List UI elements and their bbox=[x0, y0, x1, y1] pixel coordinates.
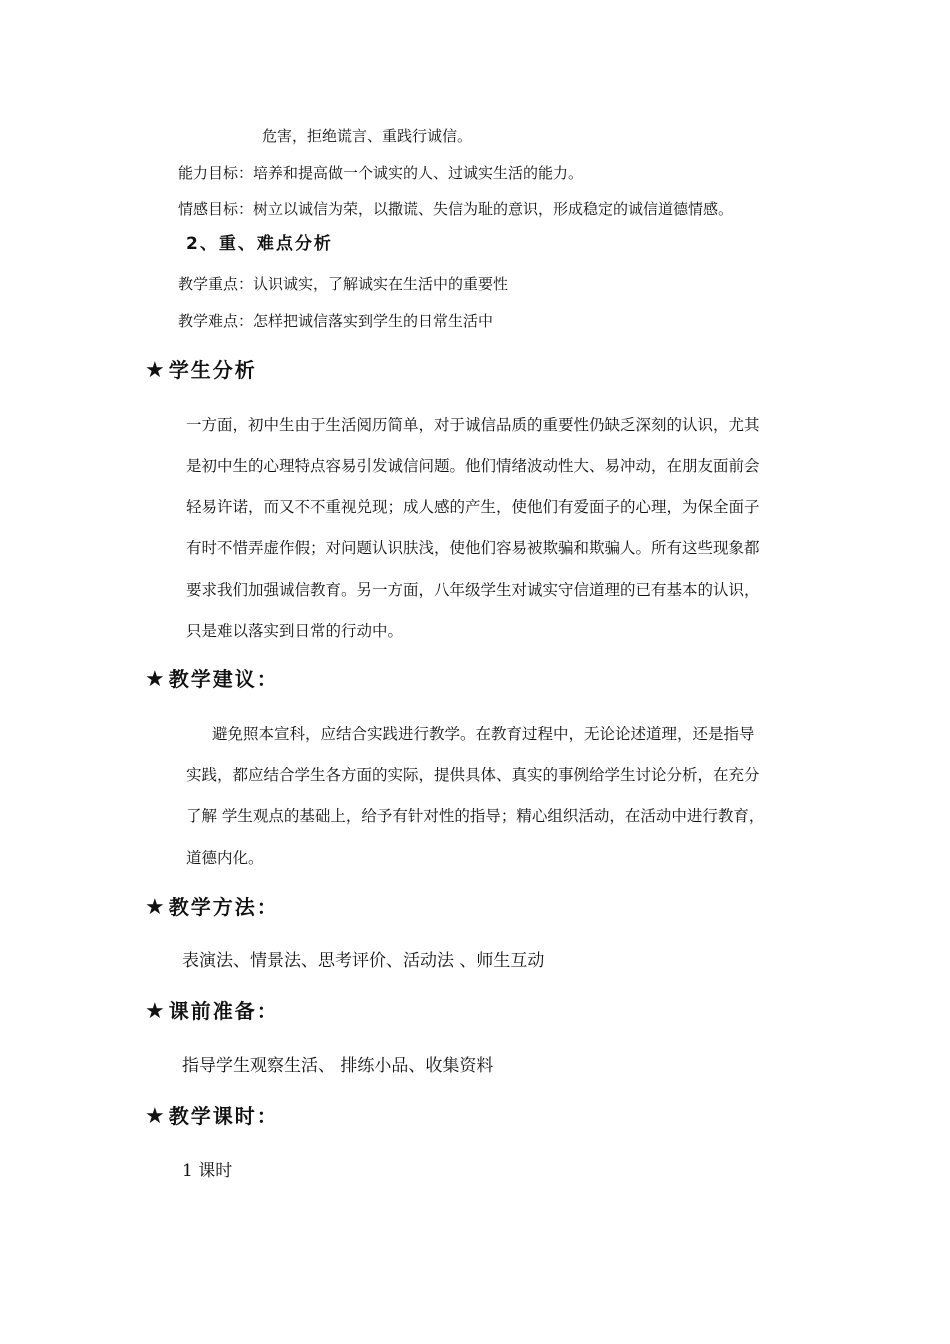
suggestion-line: 避免照本宣科，应结合实践进行教学。在教育过程中，无论论述道理，还是指导 bbox=[212, 725, 755, 743]
preparation-heading bbox=[145, 998, 279, 1025]
student-analysis-line: 是初中生的心理特点容易引发诚信问题。他们情绪波动性大、易冲动，在朋友面前会 bbox=[186, 457, 760, 475]
section-title: 教学方法： bbox=[168, 895, 279, 919]
objective-continuation: 危害，拒绝谎言、重践行诚信。 bbox=[262, 127, 473, 145]
emotion-objective: 情感目标：树立以诚信为荣，以撒谎、失信为耻的意识，形成稳定的诚信道德情感。 bbox=[178, 200, 734, 218]
star-icon: ★ bbox=[145, 667, 167, 692]
star-icon: ★ bbox=[145, 358, 167, 383]
class-hours-heading bbox=[145, 1103, 279, 1130]
student-analysis-line: 一方面，初中生由于生活阅历简单，对于诚信品质的重要性仍缺乏深刻的认识，尤其 bbox=[186, 416, 760, 434]
star-icon: ★ bbox=[145, 1104, 167, 1129]
suggestion-line: 道德内化。 bbox=[186, 849, 264, 867]
teaching-focus: 教学重点：认识诚实，了解诚实在生活中的重要性 bbox=[178, 275, 509, 293]
section-title: 教学课时： bbox=[168, 1104, 279, 1128]
student-analysis-line: 有时不惜弄虚作假；对问题认识肤浅，使他们容易被欺骗和欺骗人。所有这些现象都 bbox=[186, 539, 760, 557]
section-title: 课前准备： bbox=[168, 999, 279, 1023]
section-title: 学生分析 bbox=[168, 358, 257, 382]
teaching-difficulty: 教学难点：怎样把诚信落实到学生的日常生活中 bbox=[178, 312, 494, 330]
preparation-text: 指导学生观察生活、 排练小品、收集资料 bbox=[182, 1056, 494, 1076]
key-points-heading: 2、重、难点分析 bbox=[186, 234, 333, 254]
teaching-method-heading bbox=[145, 894, 279, 921]
student-analysis-line: 只是难以落实到日常的行动中。 bbox=[186, 622, 404, 640]
student-analysis-line: 轻易许诺，而又不不重视兑现；成人感的产生，使他们有爱面子的心理，为保全面子 bbox=[186, 498, 760, 516]
teaching-suggestion-heading bbox=[145, 666, 279, 693]
student-analysis-heading bbox=[145, 357, 257, 384]
teaching-method-text: 表演法、情景法、思考评价、活动法 、师生互动 bbox=[182, 951, 545, 971]
star-icon: ★ bbox=[145, 999, 167, 1024]
suggestion-line: 了解 学生观点的基础上，给予有针对性的指导；精心组织活动，在活动中进行教育， bbox=[186, 807, 765, 825]
student-analysis-line: 要求我们加强诚信教育。另一方面，八年级学生对诚实守信道理的已有基本的认识， bbox=[186, 581, 760, 599]
class-hours-text: 1 课时 bbox=[182, 1161, 233, 1181]
suggestion-line: 实践，都应结合学生各方面的实际，提供具体、真实的事例给学生讨论分析，在充分 bbox=[186, 766, 760, 784]
ability-objective: 能力目标：培养和提高做一个诚实的人、过诚实生活的能力。 bbox=[178, 164, 584, 182]
star-icon: ★ bbox=[145, 895, 167, 920]
section-title: 教学建议： bbox=[168, 667, 279, 691]
